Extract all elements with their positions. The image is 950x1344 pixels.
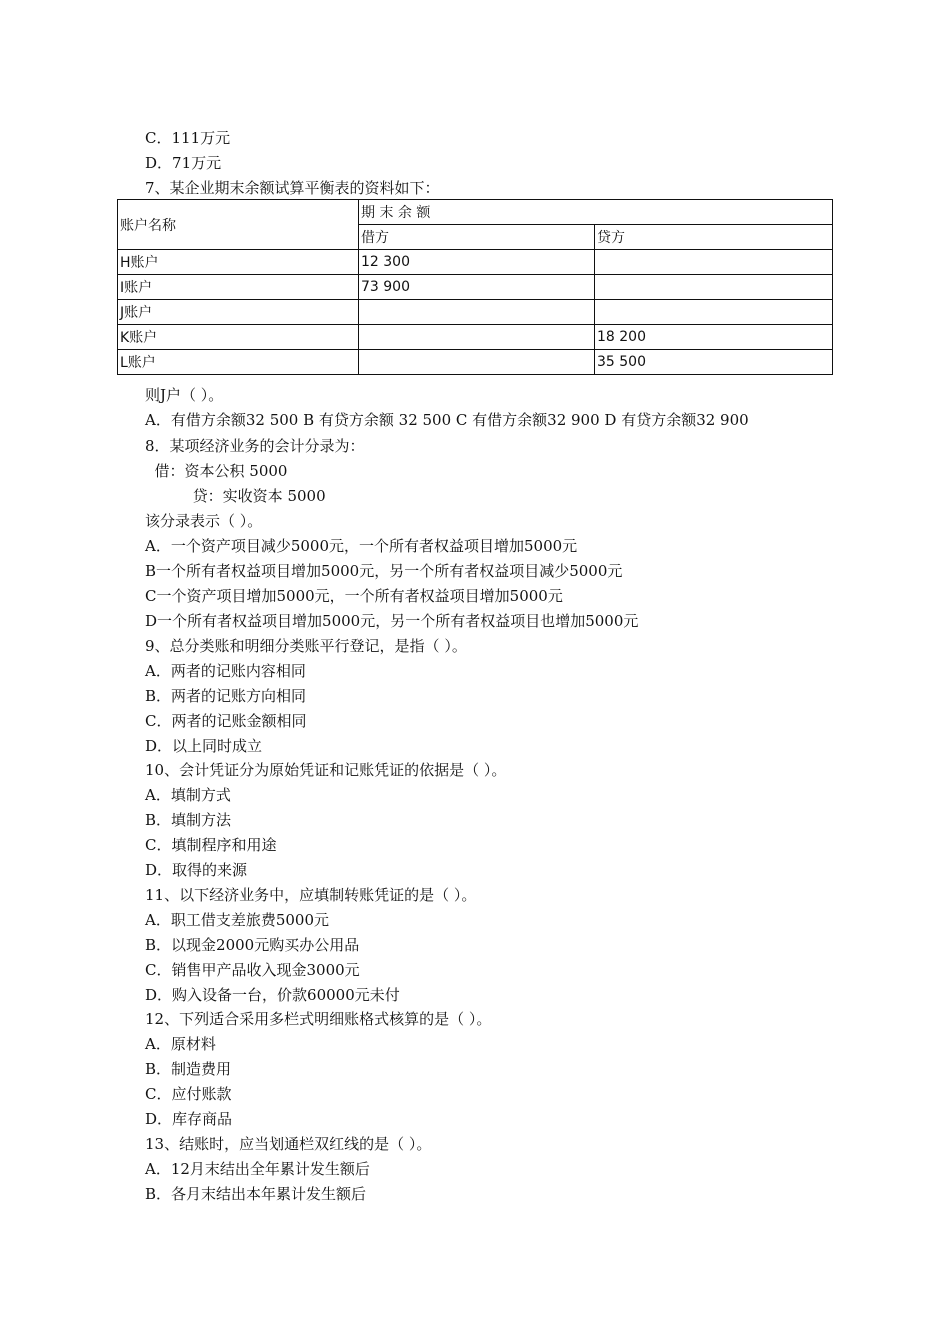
question-10-option-c: C．填制程序和用途	[145, 836, 277, 854]
header-debit: 借方	[359, 225, 595, 250]
cell-debit	[359, 300, 595, 325]
question-11-option-b: B．以现金2000元购买办公用品	[145, 936, 360, 954]
question-10-option-d: D．取得的来源	[145, 861, 248, 879]
cell-credit	[595, 250, 833, 275]
question-8-option-b: B一个所有者权益项目增加5000元，另一个所有者权益项目减少5000元	[145, 562, 623, 580]
question-10-line: 10、会计凭证分为原始凭证和记账凭证的依据是（ ）。	[145, 761, 507, 779]
question-11-option-d: D．购入设备一台，价款60000元未付	[145, 986, 400, 1004]
cell-credit: 18 200	[595, 325, 833, 350]
question-13-option-b: B．各月末结出本年累计发生额后	[145, 1185, 367, 1203]
question-13-line: 13、结账时，应当划通栏双红线的是（ ）。	[145, 1135, 432, 1153]
cell-account: J账户	[118, 300, 359, 325]
question-9-line: 9、总分类账和明细分类账平行登记，是指（ ）。	[145, 637, 467, 655]
cell-credit: 35 500	[595, 350, 833, 375]
cell-account: L账户	[118, 350, 359, 375]
question-8-option-c: C一个资产项目增加5000元，一个所有者权益项目增加5000元	[145, 587, 563, 605]
question-7-line: 7、某企业期末余额试算平衡表的资料如下：	[145, 179, 440, 197]
question-9-option-b: B．两者的记账方向相同	[145, 687, 307, 705]
journal-debit-line: 借：资本公积 5000	[145, 462, 288, 480]
cell-debit	[359, 325, 595, 350]
cell-account: K账户	[118, 325, 359, 350]
question-9-option-c: C．两者的记账金额相同	[145, 712, 307, 730]
cell-debit: 73 900	[359, 275, 595, 300]
question-12-option-a: A．原材料	[145, 1035, 216, 1053]
question-8-stem: 该分录表示（ ）。	[145, 512, 263, 530]
cell-credit	[595, 300, 833, 325]
table-row	[118, 275, 833, 300]
cell-debit	[359, 350, 595, 375]
question-7-stem: 则J户（ ）。	[145, 386, 224, 404]
question-11-option-c: C．销售甲产品收入现金3000元	[145, 961, 360, 979]
table-header-row	[118, 200, 833, 225]
question-8-option-a: A．一个资产项目减少5000元，一个所有者权益项目增加5000元	[145, 537, 578, 555]
table-row	[118, 325, 833, 350]
header-period-end-balance: 期 末 余 额	[359, 200, 833, 225]
question-12-option-b: B．制造费用	[145, 1060, 232, 1078]
question-12-option-d: D．库存商品	[145, 1110, 233, 1128]
question-10-option-b: B．填制方法	[145, 811, 232, 829]
question-13-option-a: A．12月末结出全年累计发生额后	[145, 1160, 370, 1178]
question-7-options: A．有借方余额32 500 B 有贷方余额 32 500 C 有借方余额32 900 D 有贷方余额32 900	[145, 411, 749, 429]
table-row	[118, 300, 833, 325]
question-8-option-d: D一个所有者权益项目增加5000元，另一个所有者权益项目也增加5000元	[145, 612, 639, 630]
header-credit: 贷方	[595, 225, 833, 250]
header-account-name: 账户名称	[118, 200, 359, 250]
trial-balance-table	[117, 199, 833, 375]
cell-account: I账户	[118, 275, 359, 300]
question-11-option-a: A．职工借支差旅费5000元	[145, 911, 330, 929]
journal-credit-line: 贷：实收资本 5000	[145, 487, 326, 505]
option-d-line: D．71万元	[145, 154, 222, 172]
question-10-option-a: A．填制方式	[145, 786, 231, 804]
question-9-option-a: A．两者的记账内容相同	[145, 662, 306, 680]
cell-credit	[595, 275, 833, 300]
question-12-option-c: C．应付账款	[145, 1085, 232, 1103]
option-c-line: C．111万元	[145, 129, 231, 147]
question-12-line: 12、下列适合采用多栏式明细账格式核算的是（ ）。	[145, 1010, 492, 1028]
question-8-line: 8．某项经济业务的会计分录为：	[145, 437, 365, 455]
question-11-line: 11、以下经济业务中，应填制转账凭证的是（ ）。	[145, 886, 477, 904]
table-row	[118, 350, 833, 375]
cell-account: H账户	[118, 250, 359, 275]
table-row	[118, 250, 833, 275]
question-9-option-d: D．以上同时成立	[145, 737, 263, 755]
cell-debit: 12 300	[359, 250, 595, 275]
